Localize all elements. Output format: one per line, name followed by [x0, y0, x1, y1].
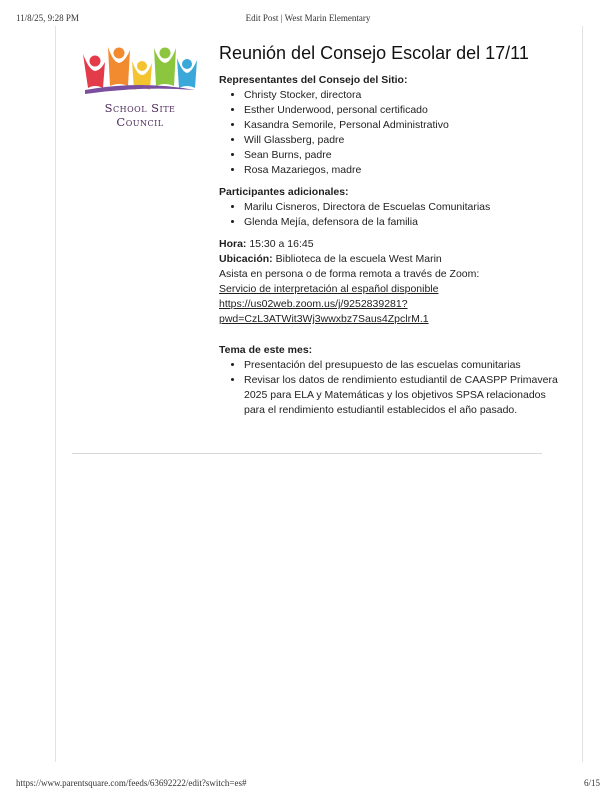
print-header — [16, 13, 600, 27]
zoom-link[interactable] — [219, 298, 429, 325]
print-footer — [16, 778, 600, 792]
zoom-link-line1: https://us02web.zoom.us/j/9252839281? — [219, 298, 408, 310]
school-site-council-logo — [79, 44, 201, 129]
list-item: • Glenda Mejía, defensora de la familia — [244, 215, 559, 230]
post-title: Reunión del Consejo Escolar del 17/11 — [219, 43, 529, 63]
time-value: 15:30 a 16:45 — [246, 238, 314, 250]
print-page-title: Edit Post | West Marin Elementary — [245, 13, 371, 23]
time-label: Hora: — [219, 238, 247, 250]
list-item: • Kasandra Semorile, Personal Administrativo — [244, 118, 559, 133]
meeting-time — [219, 237, 559, 252]
interpretation-link[interactable]: Servicio de interpretación al español disponible — [219, 283, 439, 295]
logo-text: School Site Council — [104, 101, 176, 129]
representatives-heading: Representantes del Consejo del Sitio: — [219, 74, 408, 86]
meeting-location — [219, 252, 559, 267]
page-number: 6/15 — [583, 778, 600, 788]
print-url: https://www.parentsquare.com/feeds/63692222/edit?switch=es# — [16, 778, 247, 788]
topic-list — [219, 358, 559, 418]
additional-list — [219, 200, 559, 230]
print-datetime: 11/8/25, 9:28 PM — [16, 13, 79, 23]
list-item: • Esther Underwood, personal certificado — [244, 103, 559, 118]
list-item: • Sean Burns, padre — [244, 148, 559, 163]
location-label: Ubicación: — [219, 253, 273, 265]
list-item: • Will Glassberg, padre — [244, 133, 559, 148]
representatives-list — [219, 88, 559, 178]
topic-heading: Tema de este mes: — [219, 344, 313, 356]
location-value: Biblioteca de la escuela West Marin — [272, 253, 442, 265]
additional-heading: Participantes adicionales: — [219, 186, 349, 198]
list-item: • Marilu Cisneros, Directora de Escuelas Comunitarias — [244, 200, 559, 215]
post-content — [219, 42, 559, 425]
zoom-link-line2: pwd=CzL3ATWit3Wj3wwxbz7Saus4ZpclrM.1 — [219, 313, 429, 325]
content-divider — [72, 453, 542, 454]
list-item: • Revisar los datos de rendimiento estudiantil de CAASPP Primavera 2025 para ELA y Matemáticas y los objetivos SPSA relacionados para el rendimiento estudiantil establecidos el año pasado. — [244, 373, 559, 418]
attend-text: Asista en persona o de forma remota a través de Zoom: — [219, 268, 480, 280]
list-item: • Christy Stocker, directora — [244, 88, 559, 103]
list-item: • Rosa Mazariegos, madre — [244, 163, 559, 178]
list-item: • Presentación del presupuesto de las escuelas comunitarias — [244, 358, 559, 373]
